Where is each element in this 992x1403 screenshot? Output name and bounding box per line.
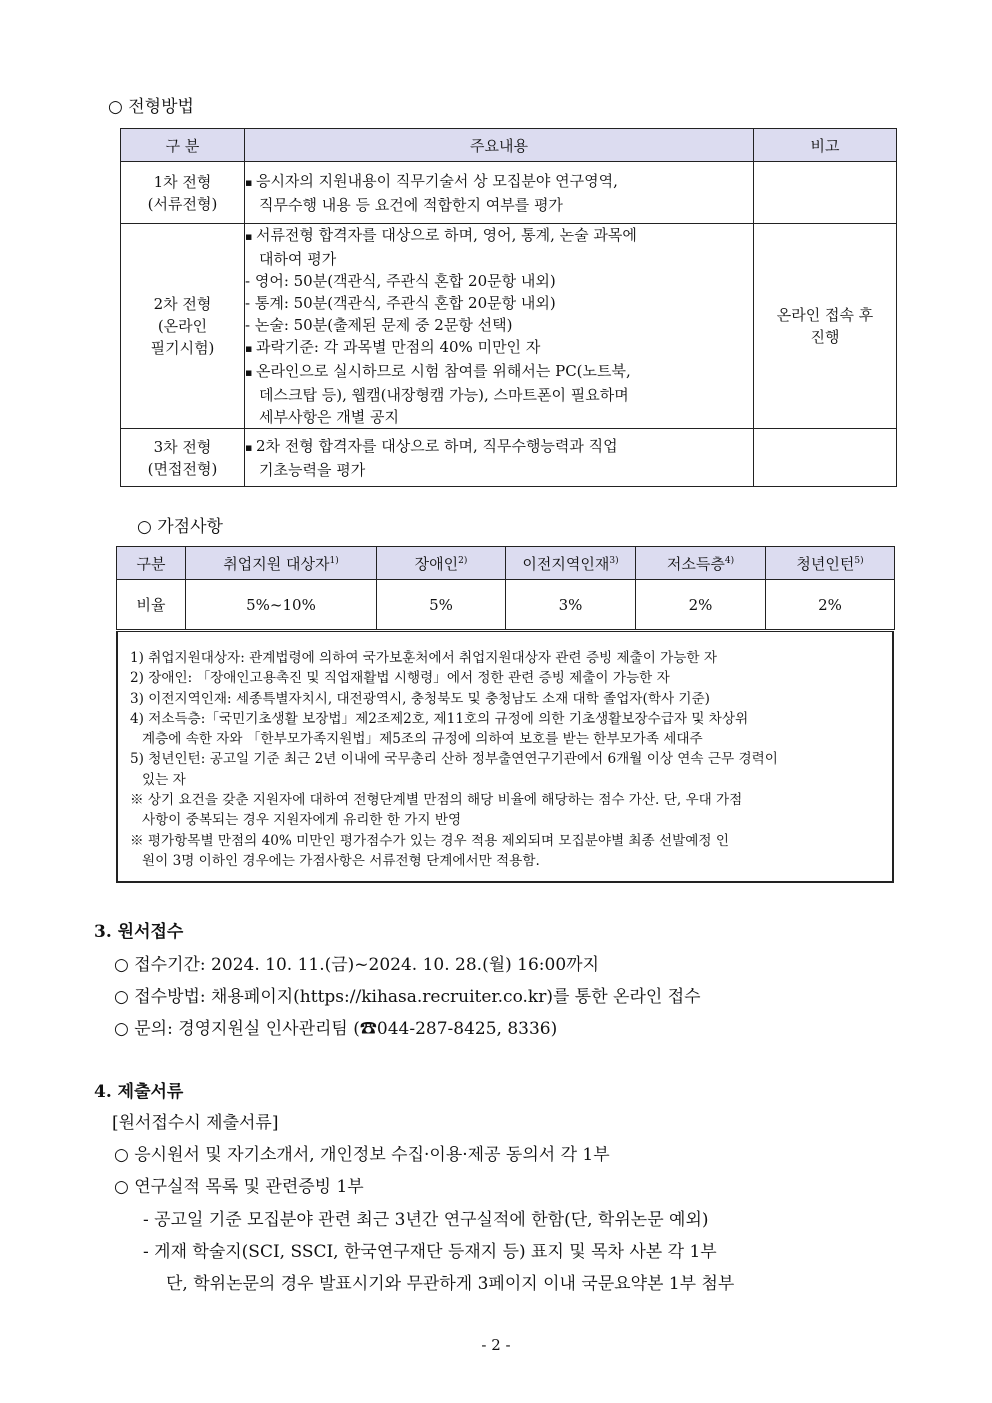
documents-item-2: ○ 연구실적 목록 및 관련증빙 1부 [114, 1177, 364, 1197]
application-period: ○ 접수기간: 2024. 10. 11.(금)~2024. 10. 28.(월) 16:00까지 [114, 955, 600, 975]
stage2-label-line2: (온라인 [157, 317, 208, 335]
bonus-header-lowincome [636, 547, 766, 580]
stage3-label [121, 429, 245, 487]
note-asterisk-2-cont: 원이 3명 이하인 경우에는 가점사항은 서류전형 단계에서만 적용함. [142, 852, 540, 869]
documents-subitem-2-cont: 단, 학위논문의 경우 발표시기와 무관하게 3페이지 이내 국문요약본 1부 첨부 [166, 1274, 735, 1294]
stage2-line2: 대하여 평가 [259, 250, 337, 268]
stage1-row [121, 162, 897, 224]
stage3-remark [754, 429, 897, 487]
note-asterisk-2: ※ 평가항목별 만점의 40% 미만인 평가점수가 있는 경우 적용 제외되며 모집분야별 최종 선발예정 인 [130, 832, 729, 849]
stage2-line1: ▪ 서류전형 합격자를 대상으로 하며, 영어, 통계, 논술 과목에 [245, 224, 753, 248]
bonus-h0: 구분 [136, 554, 166, 573]
selection-header-row [121, 129, 897, 162]
documents-item-1: ○ 응시원서 및 자기소개서, 개인정보 수집·이용·제공 동의서 각 1부 [114, 1145, 610, 1165]
stage1-label-line1: 1차 전형 [153, 172, 212, 191]
bonus-notes-box [116, 631, 894, 883]
bonus-header-veteran [186, 547, 377, 580]
bonus-h1-sup: 1) [329, 555, 339, 566]
stage2-line6: ▪ 과락기준: 각 과목별 만점의 40% 미만인 자 [245, 336, 753, 360]
bonus-rate-label: 비율 [117, 580, 186, 630]
documents-subtitle: [원서접수시 제출서류] [112, 1113, 279, 1133]
bonus-rate-row [117, 580, 895, 630]
note-1: 1) 취업지원대상자: 관계법령에 의하여 국가보훈처에서 취업지원대상자 관련 증빙 제출이 가능한 자 [130, 650, 718, 666]
bonus-table [116, 546, 895, 630]
bonus-h2: 장애인 [414, 554, 459, 573]
note-2: 2) 장애인: 「장애인고용촉진 및 직업재활법 시행령」에서 정한 관련 증빙 제출이 가능한 자 [130, 670, 670, 687]
bonus-rate-disabled: 5% [377, 580, 506, 630]
stage3-row [121, 429, 897, 487]
bonus-rate-relocation: 3% [506, 580, 636, 630]
stage1-label [121, 162, 245, 224]
note-3: 3) 이전지역인재: 세종특별자치시, 대전광역시, 충청북도 및 충청남도 소재 대학 졸업자(학사 기준) [130, 690, 710, 707]
stage2-line7: ▪ 온라인으로 실시하므로 시험 참여를 위해서는 PC(노트북, [245, 360, 753, 384]
header-remark: 비고 [754, 129, 897, 162]
bonus-h3: 이전지역인재 [522, 554, 610, 573]
application-contact: ○ 문의: 경영지원실 인사관리팀 (☎044-287-8425, 8336) [114, 1019, 558, 1039]
stage1-label-line2: (서류전형) [147, 194, 218, 213]
note-asterisk-1: ※ 상기 요건을 갖춘 지원자에 대하여 전형단계별 만점의 해당 비율에 해당하는 점수 가산. 단, 우대 가점 [130, 792, 743, 809]
selection-table [120, 128, 897, 487]
documents-title: 4. 제출서류 [94, 1082, 184, 1102]
stage2-remark-line2: 진행 [810, 328, 840, 346]
stage2-line8: 데스크탑 등), 웹캠(내장형캠 가능), 스마트폰이 필요하며 [259, 386, 629, 404]
bonus-header-relocation [506, 547, 636, 580]
bonus-h4-sup: 4) [724, 555, 735, 566]
note-4-cont: 계층에 속한 자와 「한부모가족지원법」제5조의 규정에 의하여 보호를 받는 한부모가족 세대주 [142, 731, 703, 748]
stage2-remark-line1: 온라인 접속 후 [776, 306, 874, 324]
stage1-remark [754, 162, 897, 224]
note-4: 4) 저소득층:「국민기초생활 보장법」제2조제2호, 제11호의 규정에 의한 기초생활보장수급자 및 차상위 [130, 710, 749, 727]
bonus-rate-veteran: 5%~10% [186, 580, 377, 630]
bonus-rate-intern: 2% [766, 580, 895, 630]
stage2-line5: - 논술: 50분(출제된 문제 중 2문항 선택) [245, 316, 513, 334]
stage2-label-line3: 필기시험) [150, 339, 215, 357]
stage2-line3: - 영어: 50분(객관식, 주관식 혼합 20문항 내외) [245, 272, 556, 290]
bonus-heading: ○ 가점사항 [137, 517, 223, 537]
stage2-content [245, 224, 754, 429]
note-5-cont: 있는 자 [142, 771, 186, 788]
bonus-h3-sup: 3) [609, 555, 619, 566]
stage1-line1: ▪ 응시자의 지원내용이 직무기술서 상 모집분야 연구영역, [245, 170, 753, 194]
stage2-label [121, 224, 245, 429]
stage1-line2: 직무수행 내용 등 요건에 적합한지 여부를 평가 [259, 195, 563, 214]
note-asterisk-1-cont: 사항이 중복되는 경우 지원자에게 유리한 한 가지 반영 [142, 812, 462, 829]
page-number: - 2 - [481, 1336, 511, 1354]
documents-subitem-2: - 게재 학술지(SCI, SSCI, 한국연구재단 등재지 등) 표지 및 목차 사본 각 1부 [143, 1242, 717, 1262]
bonus-header-disabled [377, 547, 506, 580]
bonus-h1: 취업지원 대상자 [223, 554, 330, 573]
stage2-label-line1: 2차 전형 [153, 295, 212, 313]
stage3-label-line1: 3차 전형 [153, 437, 212, 456]
bonus-header-row [117, 547, 895, 580]
documents-subitem-1: - 공고일 기준 모집분야 관련 최근 3년간 연구실적에 한함(단, 학위논문 예외) [143, 1210, 709, 1230]
selection-heading: ○ 전형방법 [108, 97, 194, 117]
header-category: 구 분 [121, 129, 245, 162]
stage1-content [245, 162, 754, 224]
note-5: 5) 청년인턴: 공고일 기준 최근 2년 이내에 국무총리 산하 정부출연연구기관에서 6개월 이상 연속 근무 경력이 [130, 751, 778, 768]
bonus-h2-sup: 2) [458, 555, 468, 566]
bonus-h5-sup: 5) [854, 555, 864, 566]
stage3-line2: 기초능력을 평가 [259, 460, 366, 479]
bonus-rate-lowincome: 2% [636, 580, 766, 630]
bonus-header-category [117, 547, 186, 580]
application-title: 3. 원서접수 [94, 922, 184, 942]
stage3-content [245, 429, 754, 487]
bonus-h5: 청년인턴 [796, 554, 855, 573]
stage2-row [121, 224, 897, 429]
stage3-label-line2: (면접전형) [147, 459, 218, 478]
stage2-line9: 세부사항은 개별 공지 [259, 408, 399, 426]
application-method: ○ 접수방법: 채용페이지(https://kihasa.recruiter.co.kr)를 통한 온라인 접수 [114, 987, 701, 1007]
header-content: 주요내용 [245, 129, 754, 162]
stage2-remark [754, 224, 897, 429]
bonus-h4: 저소득층 [666, 554, 725, 573]
stage3-line1: ▪ 2차 전형 합격자를 대상으로 하며, 직무수행능력과 직업 [245, 435, 753, 459]
bonus-header-intern [766, 547, 895, 580]
stage2-line4: - 통계: 50분(객관식, 주관식 혼합 20문항 내외) [245, 294, 556, 312]
